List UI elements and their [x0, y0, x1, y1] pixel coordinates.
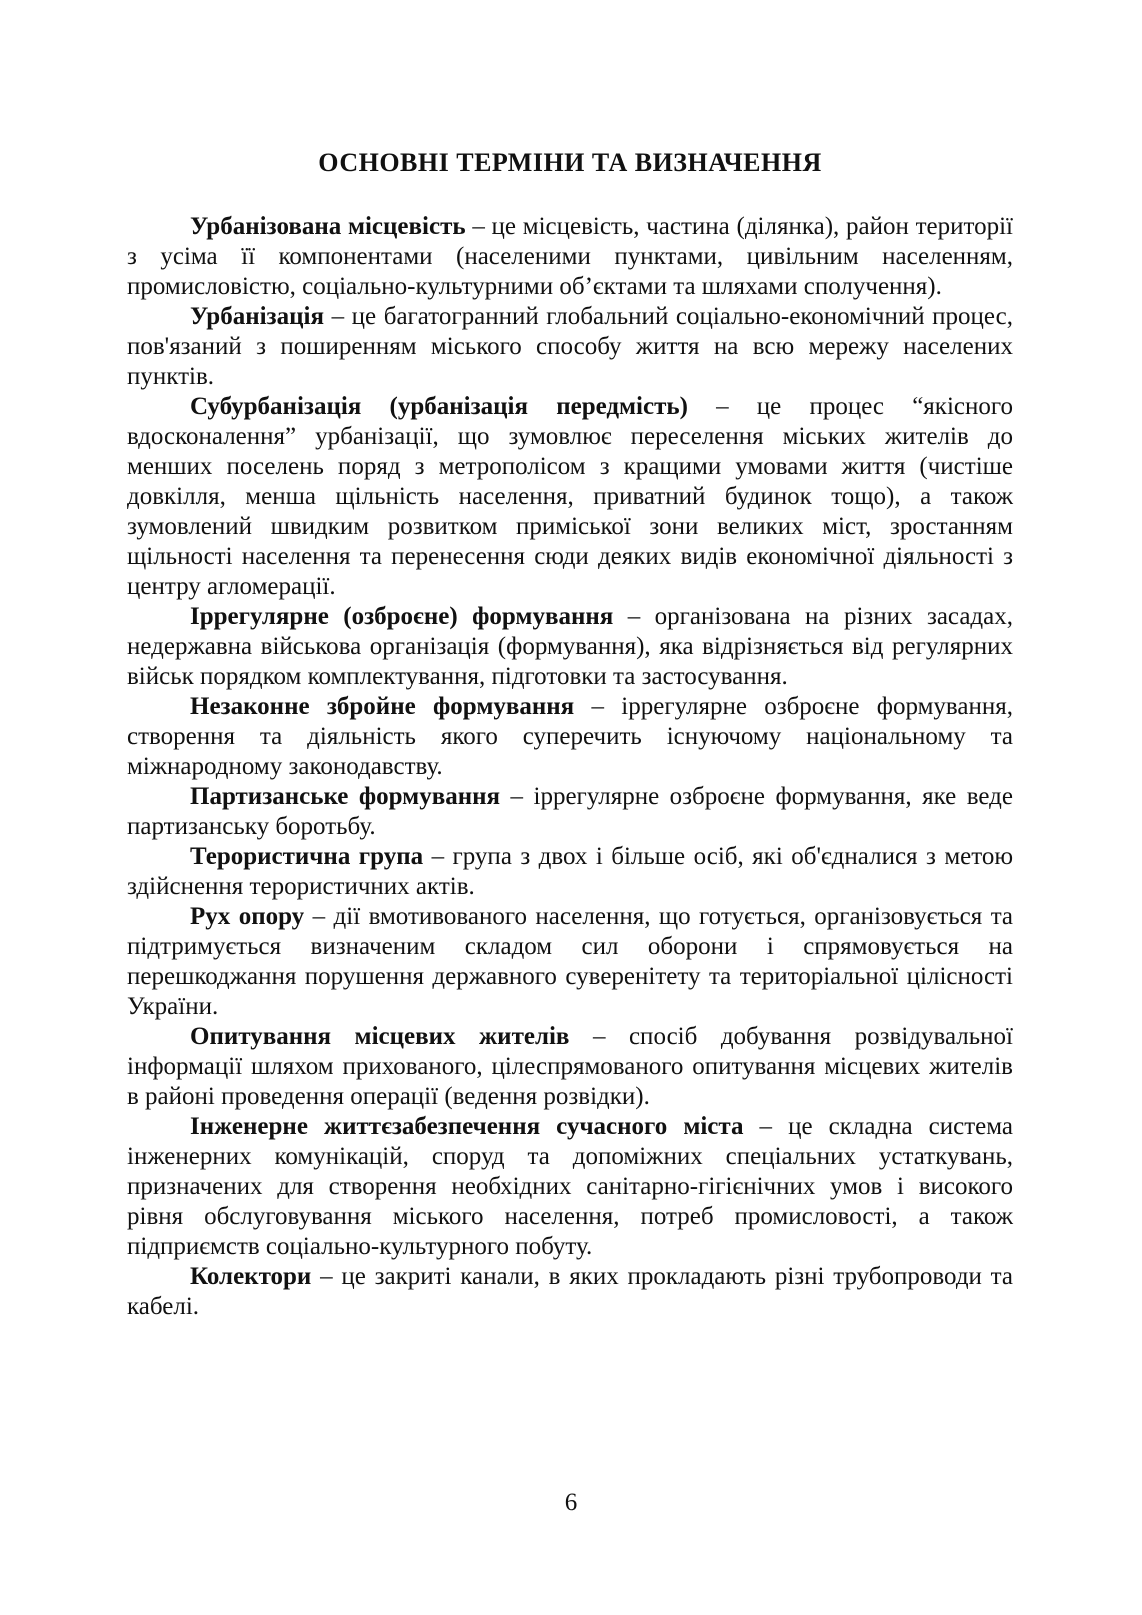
- term-paragraph: [127, 602, 1013, 692]
- term-paragraph: [127, 302, 1013, 392]
- term-definition: – організована на різних засадах, недержавна військова організація (формування), яка відрізняється від регулярних військ порядком комплектування, підготовки та застосування.: [127, 603, 1013, 690]
- term-definition: – це багатогранний глобальний соціально-економічний процес, пов'язаний з поширенням міського способу життя на всю мережу населених пунктів.: [127, 303, 1013, 390]
- term-paragraph: [127, 1262, 1013, 1322]
- term-label: Колектори: [190, 1263, 312, 1290]
- term-label: Урбанізована місцевість: [190, 213, 466, 240]
- term-definition: – іррегулярне озброєне формування, створення та діяльність якого суперечить існуючому національному та міжнародному законодавству.: [127, 693, 1014, 780]
- term-label: Іррегулярне (озброєне) формування: [190, 603, 614, 630]
- term-paragraph: [127, 782, 1013, 842]
- term-definition: – іррегулярне озброєне формування, яке веде партизанську боротьбу.: [127, 783, 1013, 840]
- terms-list: [127, 212, 1013, 1322]
- term-definition: – дії вмотивованого населення, що готується, організовується та підтримується визначеним складом сил оборони і спрямовується на перешкоджання порушення державного суверенітету та територіальної цілісності України.: [127, 903, 1014, 1020]
- term-label: Інженерне життєзабезпечення сучасного міста: [190, 1113, 744, 1140]
- term-paragraph: [127, 212, 1013, 302]
- term-label: Незаконне збройне формування: [190, 693, 575, 720]
- page-content: [127, 148, 1013, 1322]
- term-paragraph: [127, 1022, 1013, 1112]
- term-label: Терористична група: [190, 843, 424, 870]
- term-paragraph: [127, 692, 1013, 782]
- term-paragraph: [127, 842, 1013, 902]
- term-definition: – це місцевість, частина (ділянка), район території з усіма її компонентами (населеними пунктами, цивільним населенням, промисловістю, соціально-культурними об’єктами та шляхами сполучення).: [127, 213, 1013, 300]
- term-label: Урбанізація: [190, 303, 324, 330]
- term-paragraph: [127, 902, 1013, 1022]
- term-label: Партизанське формування: [190, 783, 501, 810]
- term-paragraph: [127, 1112, 1013, 1262]
- term-definition: – це складна система інженерних комунікацій, споруд та допоміжних спеціальних устаткувань, призначених для створення необхідних санітарно-гігієнічних умов і високого рівня обслуговування міського населення, потреб промисловості, а також підприємств соціально-культурного побуту.: [127, 1113, 1013, 1260]
- term-definition: – група з двох і більше осіб, які об'єдналися з метою здійснення терористичних актів.: [127, 843, 1014, 900]
- term-label: Субурбанізація (урбанізація передмість): [190, 393, 688, 420]
- term-definition: – спосіб добування розвідувальної інформації шляхом прихованого, цілеспрямованого опитування місцевих жителів в районі проведення операції (ведення розвідки).: [127, 1023, 1014, 1110]
- term-label: Рух опору: [190, 903, 305, 930]
- page-number: 6: [564, 1489, 578, 1516]
- term-paragraph: [127, 392, 1013, 602]
- term-definition: – це процес “якісного вдосконалення” урбанізації, що зумовлює переселення міських жителів до менших поселень поряд з метрополісом з кращими умовами життя (чистіше довкілля, менша щільність населення, приватний будинок тощо), а також зумовлений швидким розвитком приміської зони великих міст, зростанням щільності населення та перенесення сюди деяких видів економічної діяльності з центру агломерації.: [127, 393, 1014, 600]
- term-label: Опитування місцевих жителів: [190, 1023, 570, 1050]
- term-definition: – це закриті канали, в яких прокладають різні трубопроводи та кабелі.: [127, 1263, 1014, 1320]
- page-title: ОСНОВНІ ТЕРМІНИ ТА ВИЗНАЧЕННЯ: [318, 148, 822, 177]
